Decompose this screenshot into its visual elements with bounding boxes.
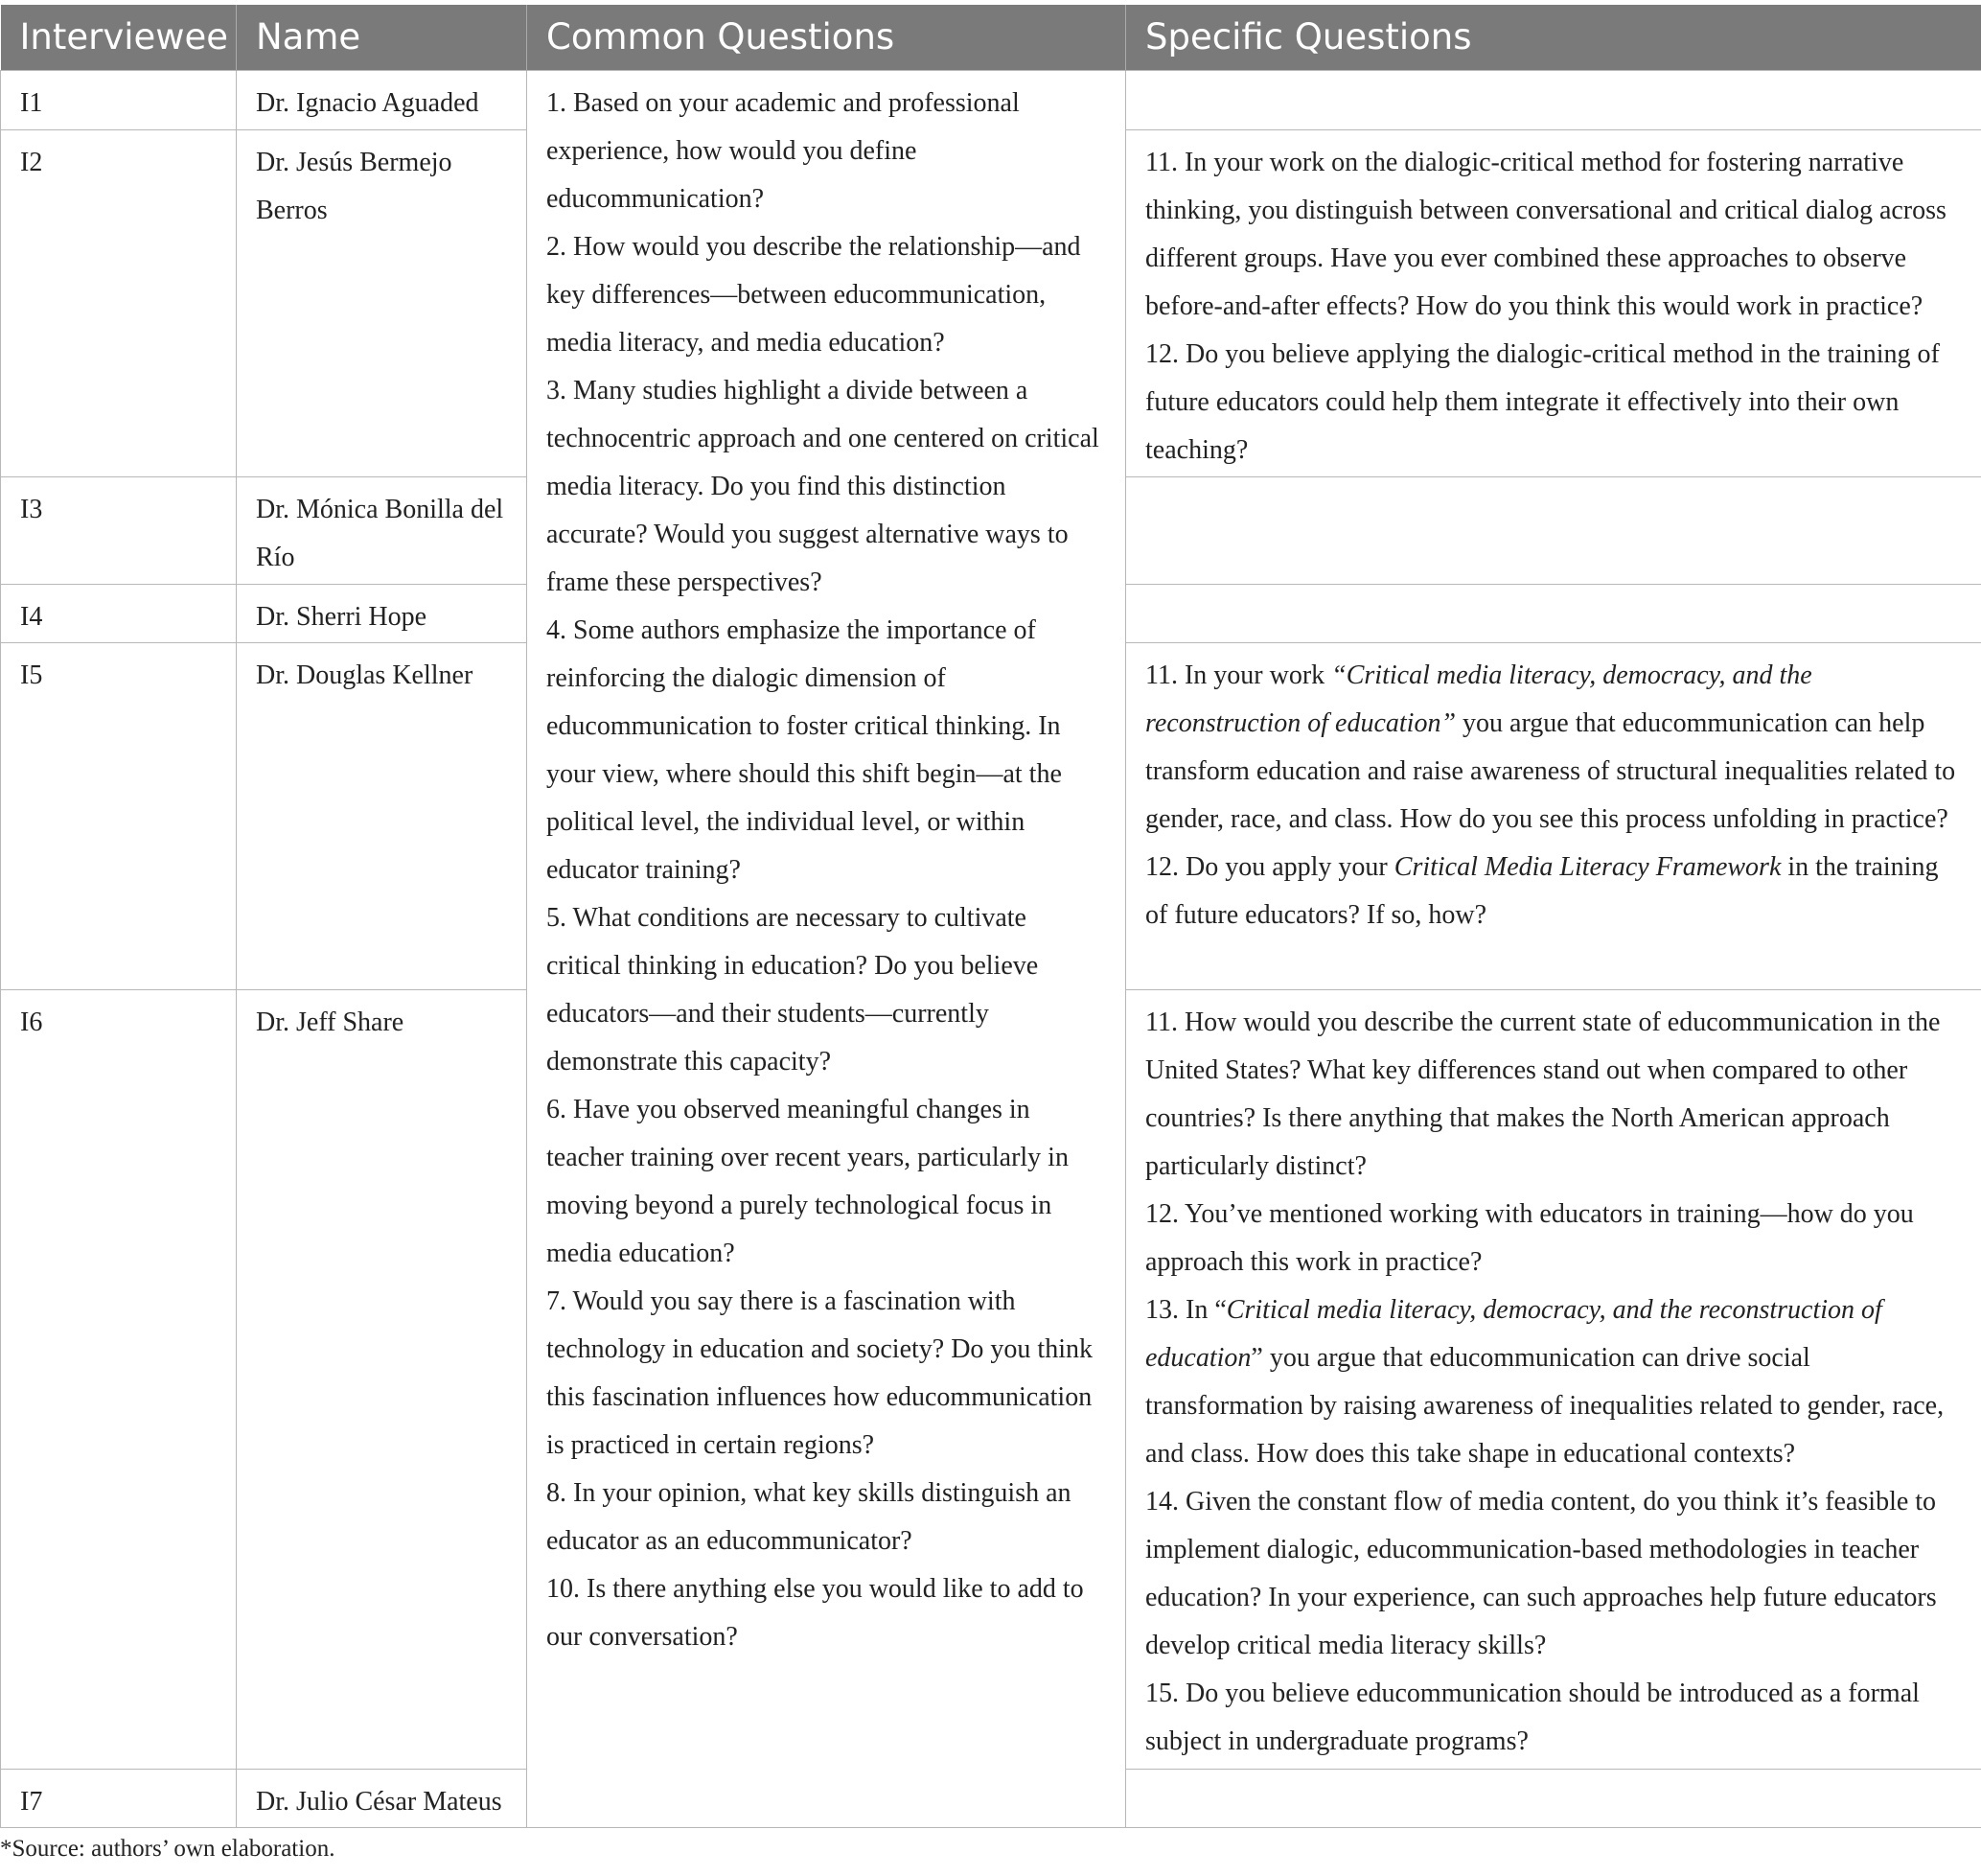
specific-question — [1145, 844, 1962, 939]
specific-question: 12. You’ve mentioned working with educators in training—how do you approach this work in practice? — [1145, 1198, 1914, 1277]
common-question: 4. Some authors emphasize the importance of reinforcing the dialogic dimension of educommunication to foster critical thinking. In your view, where should this shift begin—at the political level, the individual level, or within educator training? — [546, 614, 1062, 885]
common-questions-list — [546, 80, 1106, 1661]
specific-question: 11. In your work on the dialogic-critical method for fostering narrative thinking, you distinguish between conversational and critical dialog across different groups. Have you ever combined these approaches to observe before-and-after effects? How do you think this would work in practice? — [1145, 147, 1946, 321]
interviewee-id: I7 — [1, 1769, 237, 1827]
common-question: 1. Based on your academic and professional experience, how would you define educommunication? — [546, 87, 1020, 214]
specific-questions-cell — [1126, 642, 1981, 989]
specific-questions-empty — [1126, 476, 1981, 584]
header-specific-questions: Specific Questions — [1126, 5, 1981, 70]
interviewee-id: I2 — [1, 129, 237, 476]
interviewee-name: Dr. Julio César Mateus — [237, 1769, 527, 1827]
interviewee-id: I3 — [1, 476, 237, 584]
work-title: Critical media literacy, democracy, and the reconstruction of education — [1145, 1294, 1882, 1373]
specific-questions-empty — [1126, 584, 1981, 642]
interviewee-name: Dr. Ignacio Aguaded — [237, 70, 527, 129]
interviewee-name: Dr. Jesús Bermejo Berros — [237, 129, 527, 476]
specific-question — [1145, 1286, 1962, 1478]
question-text: 12. Do you apply your — [1145, 851, 1394, 882]
interviewee-name: Dr. Sherri Hope — [237, 584, 527, 642]
header-name: Name — [237, 5, 527, 70]
header-common-questions: Common Questions — [527, 5, 1126, 70]
specific-question: 11. How would you describe the current state of educommunication in the United States? What key differences stand out when compared to other countries? Is there anything that makes the North American approach particularly distinct? — [1145, 1007, 1941, 1181]
common-question: 7. Would you say there is a fascination with technology in education and society? Do you think this fascination influences how educommunication is practiced in certain regions? — [546, 1285, 1093, 1460]
interviewee-id: I6 — [1, 989, 237, 1769]
question-text: ” you argue that educommunication can drive social transformation by raising awareness of inequalities related to gender, race, and class. How does this take shape in educational contexts? — [1145, 1342, 1945, 1469]
work-title: “Critical media literacy, democracy, and the reconstruction of education” — [1145, 660, 1812, 738]
interviewee-id: I5 — [1, 642, 237, 989]
question-text: you argue that educommunication can help transform education and raise awareness of structural inequalities related to gender, race, and class. How do you see this process unfolding in practice? — [1145, 707, 1956, 834]
specific-question — [1145, 652, 1962, 844]
question-text: 13. In “ — [1145, 1294, 1227, 1325]
specific-question: 14. Given the constant flow of media content, do you think it’s feasible to implement dialogic, educommunication-based methodologies in teacher education? In your experience, can such approaches help future educators develop critical media literacy skills? — [1145, 1486, 1937, 1660]
question-text: 11. In your work — [1145, 660, 1332, 690]
specific-question: 15. Do you believe educommunication should be introduced as a formal subject in undergraduate programs? — [1145, 1678, 1920, 1756]
interviewee-id: I4 — [1, 584, 237, 642]
common-question: 5. What conditions are necessary to cultivate critical thinking in education? Do you believe educators—and their students—currently demonstrate this capacity? — [546, 902, 1039, 1077]
common-question: 2. How would you describe the relationship—and key differences—between educommunication, media literacy, and media education? — [546, 231, 1081, 358]
source-footnote: *Source: authors’ own elaboration. — [0, 1836, 335, 1862]
specific-question: 12. Do you believe applying the dialogic-critical method in the training of future educators could help them integrate it effectively into their own teaching? — [1145, 338, 1940, 465]
specific-questions-empty — [1126, 70, 1981, 129]
interviewee-name: Dr. Douglas Kellner — [237, 642, 527, 989]
common-question: 8. In your opinion, what key skills distinguish an educator as an educommunicator? — [546, 1477, 1071, 1556]
common-question: 3. Many studies highlight a divide between a technocentric approach and one centered on critical media literacy. Do you find this distinction accurate? Would you suggest alternative ways to frame these perspectives? — [546, 375, 1099, 597]
interviewee-name: Dr. Mónica Bonilla del Río — [237, 476, 527, 584]
common-question: 10. Is there anything else you would like to add to our conversation? — [546, 1573, 1084, 1652]
table-row — [1, 70, 1981, 129]
interviewee-name: Dr. Jeff Share — [237, 989, 527, 1769]
interview-questions-table — [0, 5, 1981, 1828]
specific-questions-cell — [1126, 989, 1981, 1769]
specific-questions-empty — [1126, 1769, 1981, 1827]
specific-questions-cell — [1126, 129, 1981, 476]
question-text: in the training of future educators? If so, how? — [1145, 851, 1939, 930]
common-questions-cell — [527, 70, 1126, 1827]
header-interviewee: Interviewee — [1, 5, 237, 70]
header-row — [1, 5, 1981, 70]
common-question: 6. Have you observed meaningful changes in teacher training over recent years, particularly in moving beyond a purely technological focus in media education? — [546, 1094, 1069, 1268]
interviewee-id: I1 — [1, 70, 237, 129]
work-title: Critical Media Literacy Framework — [1394, 851, 1782, 882]
